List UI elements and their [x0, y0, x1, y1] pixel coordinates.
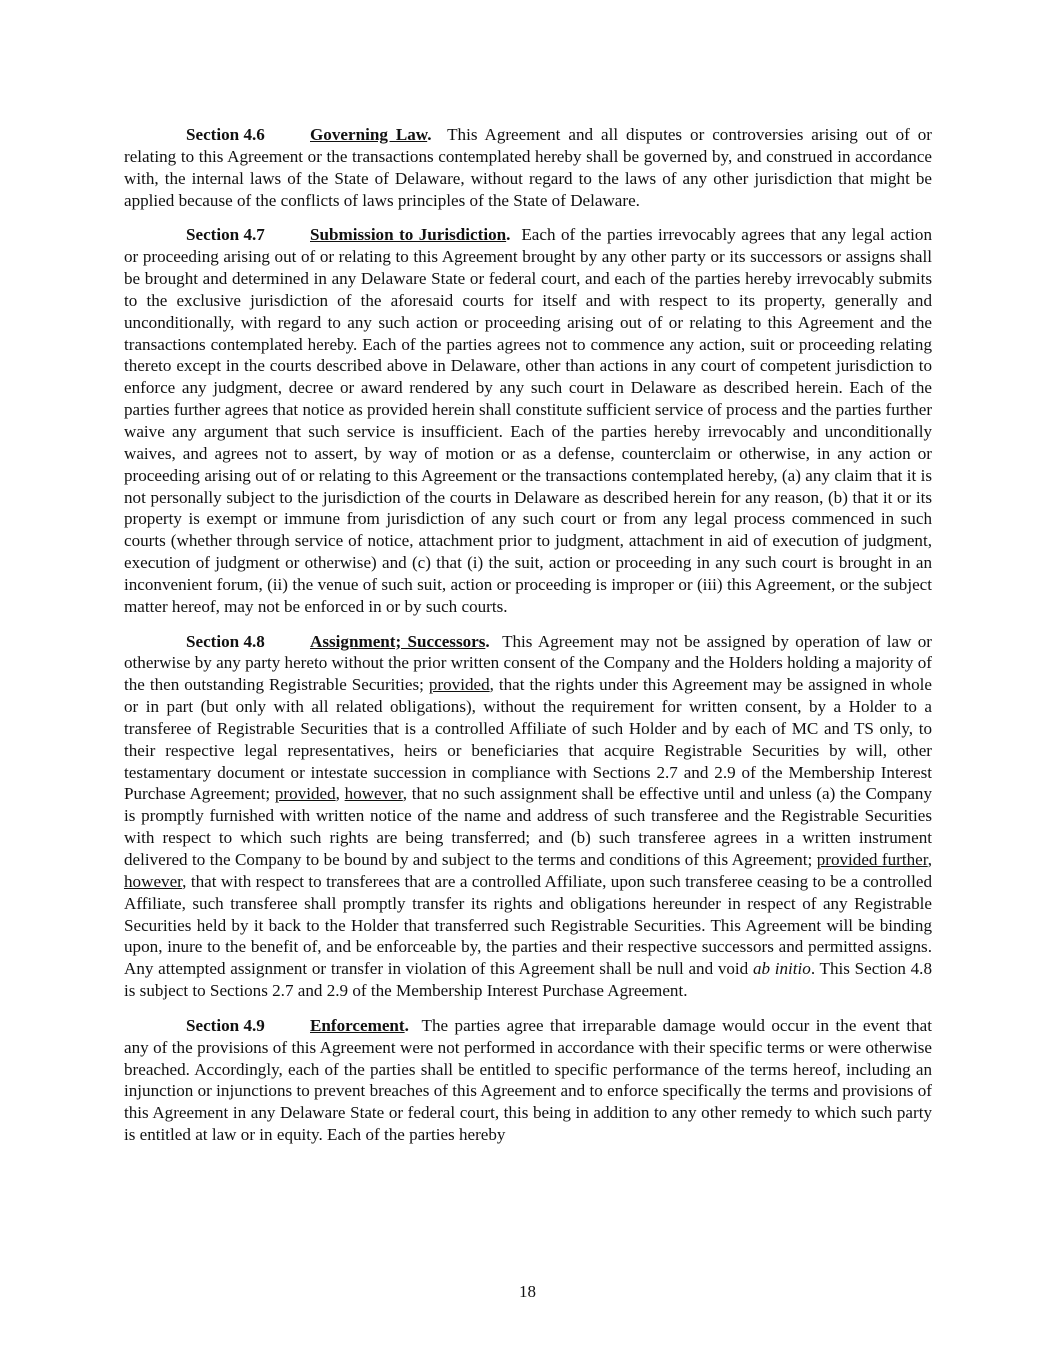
- section-body: This Agreement and all disputes or controversies arising out of or relating to this Agreement or the transactions contemplated hereby shall be governed by, and construed in accordance with, the internal laws of the State of Delaware, without regard to the laws of any other jurisdiction that might be applied because of the conflicts of laws principles of the State of Delaware.: [124, 125, 933, 210]
- section-body: Each of the parties irrevocably agrees that any legal action or proceeding arising out of or relating to this Agreement brought by any other party or its successors or assigns shall be brought and determined in any Delaware State or federal court, and each of the parties hereby irrevocably submits to the exclusive jurisdiction of the aforesaid courts for itself and with respect to its property, generally and unconditionally, with regard to any such action or proceeding arising out of or relating to this Agreement and the transactions contemplated hereby. Each of the parties agrees not to commence any action, suit or proceeding relating thereto except in the courts described above in Delaware, other than actions in any court of competent jurisdiction to enforce any judgment, decree or award rendered by any such court in Delaware as described herein. Each of the parties further agrees that notice as provided herein shall constitute sufficient service of process and the parties further waive any argument that such service is insufficient. Each of the parties hereby irrevocably and unconditionally waives, and agrees not to assert, by way of motion or as a defense, counterclaim or otherwise, in any action or proceeding arising out of or relating to this Agreement or the transactions contemplated hereby, (a) any claim that it is not personally subject to the jurisdiction of the courts in Delaware as described herein for any reason, (b) that it or its property is exempt or immune from jurisdiction of any such court or from any legal process commenced in such courts (whether through service of notice, attachment prior to judgment, attachment in aid of execution of judgment, execution of judgment or otherwise) and (c) that (i) the suit, action or proceeding in any such court is brought in an inconvenient forum, (ii) the venue of such suit, action or proceeding is improper or (iii) this Agreement, or the subject matter hereof, may not be enforced in or by such courts.: [124, 225, 933, 616]
- section-title: Submission to Jurisdiction: [310, 225, 507, 245]
- section-4-7: [124, 224, 932, 617]
- ab-initio-term: ab initio: [752, 959, 811, 979]
- section-body-part: This Agreement may not be assigned by operation of law or otherwise by any party hereto without the prior written consent of the Company and the Holders holding a majority of the then outstanding Registrable Securities;: [124, 631, 932, 695]
- title-period: .: [404, 1015, 409, 1035]
- separator: ,: [335, 784, 340, 804]
- separator: ,: [927, 850, 932, 869]
- however-term: however: [124, 871, 183, 891]
- section-number: Section 4.6: [186, 125, 265, 144]
- section-body: The parties agree that irreparable damage would occur in the event that any of the provisions of this Agreement were not performed in accordance with their specific terms or were otherwise breached. Accordingly, each of the parties shall be entitled to specific performance of the terms hereof, including an injunction or injunctions to prevent breaches of this Agreement and to enforce specifically the terms and provisions of this Agreement in any Delaware State or federal court, this being in addition to any other remedy to which such party is entitled at law or in equity. Each of the parties hereby: [124, 1015, 932, 1145]
- provided-term: provided: [274, 784, 336, 804]
- section-title: Governing Law: [310, 125, 428, 144]
- section-title: Enforcement: [310, 1015, 405, 1035]
- provided-term: provided: [428, 675, 490, 695]
- section-number: Section 4.8: [186, 631, 265, 651]
- section-number: Section 4.7: [186, 225, 265, 245]
- section-body-part: , that the rights under this Agreement may be assigned in whole or in part (but only with all related obligations), without the requirement for written consent, by a Holder to a transferee of Registrable Securities that is a controlled Affiliate of such Holder and by each of MC and TS only, to their respective legal representatives, heirs or beneficiaries that acquire Registrable Securities by will, other testamentary document or intestate succession in compliance with Sections 2.7 and 2.9 of the Membership Interest Purchase Agreement;: [124, 675, 932, 804]
- section-number: Section 4.9: [186, 1015, 265, 1035]
- section-body-part: , that with respect to transferees that are a controlled Affiliate, upon such transferee ceasing to be a controlled Affiliate, such transferee shall promptly transfer its rights and obligations hereunder in respect of any Registrable Securities held by it back to the Holder that transferred such Registrable Securities. This Agreement will be binding upon, inure to the benefit of, and be enforceable by, the parties and their respective successors and permitted assigns. Any attempted assignment or transfer in violation of this Agreement shall be null and void: [124, 871, 932, 979]
- section-4-8: [124, 631, 932, 1002]
- title-period: .: [427, 125, 432, 144]
- section-body-part: . This Section 4.8 is subject to Sections 2.7 and 2.9 of the Membership Interest Purchase Agreement.: [124, 959, 932, 1001]
- provided-further-term: provided further: [816, 850, 928, 869]
- document-page: [124, 124, 932, 1159]
- however-term: however: [344, 784, 403, 804]
- section-title: Assignment; Successors: [310, 631, 486, 651]
- title-period: .: [506, 225, 511, 245]
- section-body-part: , that no such assignment shall be effective until and unless (a) the Company is promptly furnished with written notice of the name and address of such transferee and the Registrable Securities with respect to which such rights are being transferred; and (b) such transferee agrees in a written instrument delivered to the Company to be bound by and subject to the terms and conditions of this Agreement;: [124, 784, 932, 869]
- section-4-6: [124, 124, 932, 211]
- page-number: 18: [519, 1282, 536, 1301]
- section-4-9: [124, 1015, 932, 1146]
- title-period: .: [485, 631, 490, 651]
